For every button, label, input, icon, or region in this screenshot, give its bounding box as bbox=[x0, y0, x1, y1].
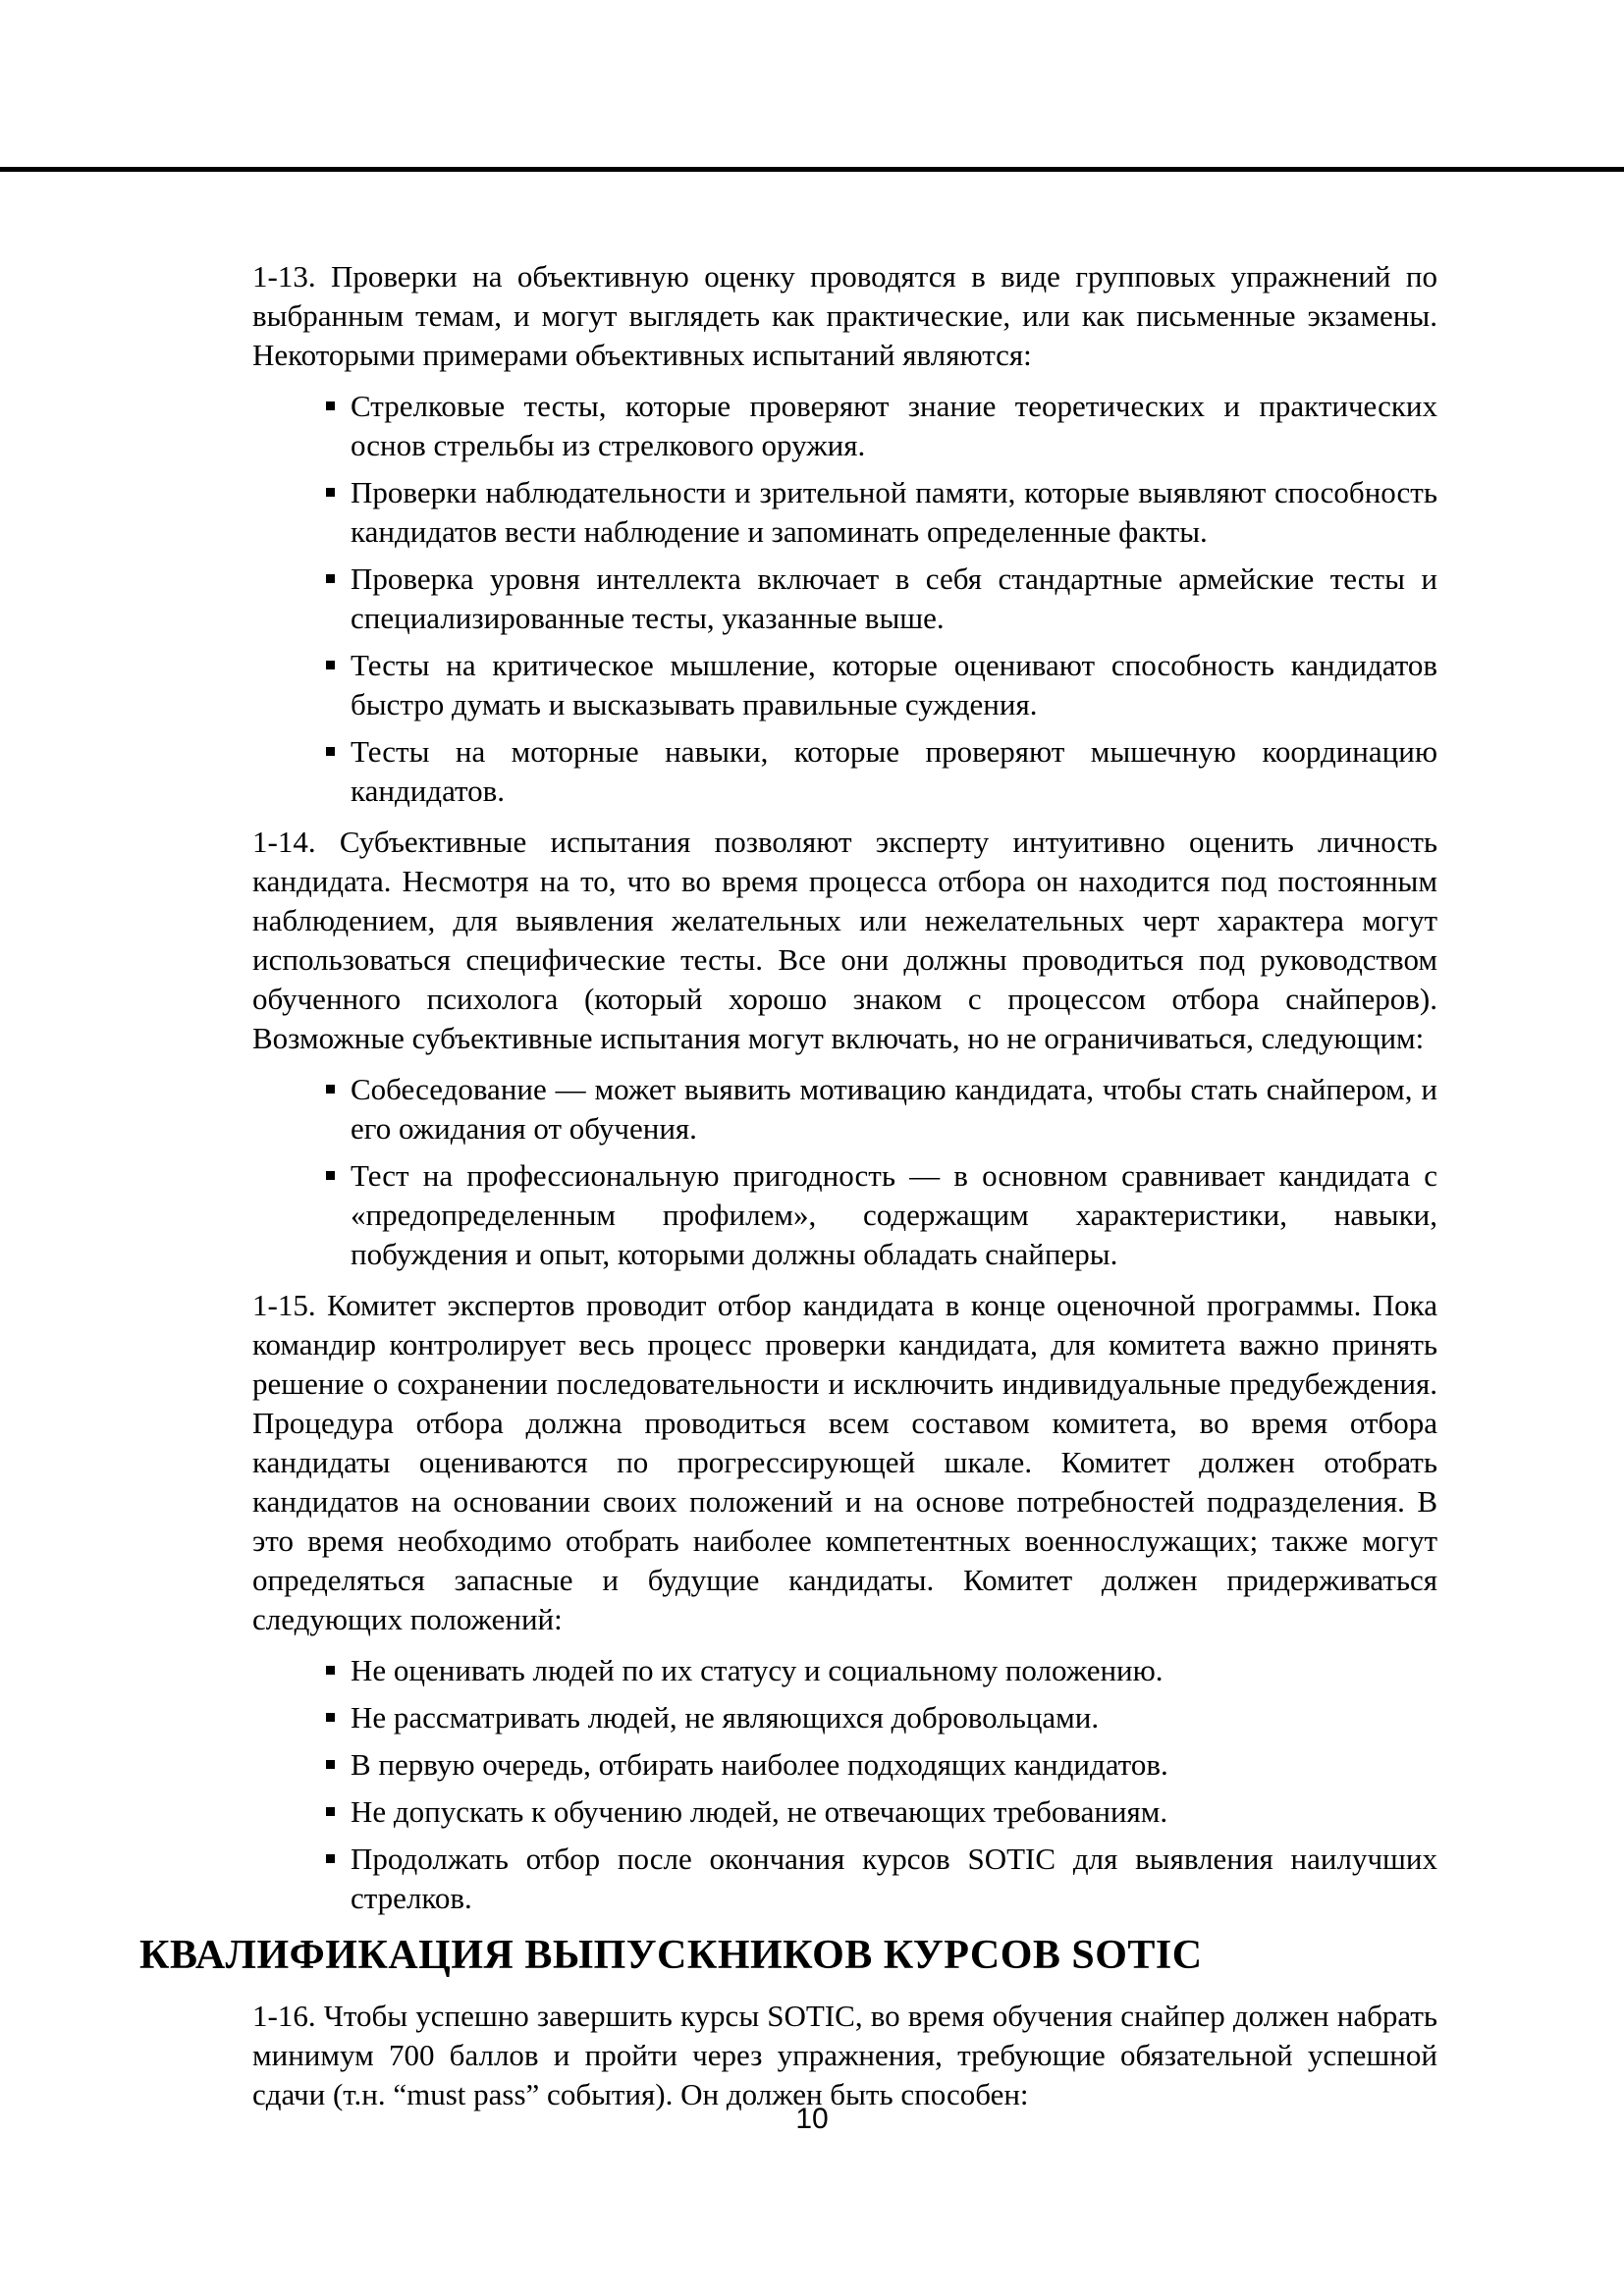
list-item bbox=[351, 473, 1437, 552]
list-item bbox=[351, 646, 1437, 724]
list-item-text: Тесты на моторные навыки, которые проверяют мышечную координацию кандидатов. bbox=[351, 734, 1437, 808]
list-item bbox=[351, 1651, 1437, 1690]
bullet-square-icon bbox=[326, 1666, 335, 1675]
scan-artifact-line bbox=[0, 167, 1624, 172]
list-item bbox=[351, 1840, 1437, 1918]
list-item bbox=[351, 387, 1437, 465]
list-item-text: Стрелковые тесты, которые проверяют знание теоретических и практических основ стрельбы из стрелкового оружия. bbox=[351, 389, 1437, 462]
list-item-text: Продолжать отбор после окончания курсов SOTIC для выявления наилучших стрелков. bbox=[351, 1842, 1437, 1915]
list-item-text: Собеседование — может выявить мотивацию кандидата, чтобы стать снайпером, и его ожидания от обучения. bbox=[351, 1072, 1437, 1146]
bullet-square-icon bbox=[326, 1854, 335, 1863]
list-item bbox=[351, 560, 1437, 638]
list-item-text: Тест на профессиональную пригодность — в основном сравнивает кандидата с «предопределенным профилем», содержащим характеристики, навыки, побуждения и опыт, которыми должны обладать снайперы. bbox=[351, 1158, 1437, 1271]
paragraph-1-13: 1-13. Проверки на объективную оценку проводятся в виде групповых упражнений по выбранным темам, и могут выглядеть как практические, или как письменные экзамены. Некоторыми примерами объективных испытаний являются: bbox=[252, 259, 1437, 372]
objective-tests-list bbox=[139, 387, 1437, 811]
list-item bbox=[351, 1070, 1437, 1148]
bullet-square-icon bbox=[326, 1760, 335, 1769]
paragraph-1-14: 1-14. Субъективные испытания позволяют эксперту интуитивно оценить личность кандидата. Несмотря на то, что во время процесса отбора он находится под постоянным наблюдением, для выявления желательных или нежелательных черт характера могут использоваться специфические тесты. Все они должны проводиться под руководством обученного психолога (который хорошо знаком с процессом отбора снайперов). Возможные субъективные испытания могут включать, но не ограничиваться, следующим: bbox=[252, 825, 1437, 1055]
bullet-square-icon bbox=[326, 574, 335, 583]
page-number: 10 bbox=[795, 2103, 829, 2135]
bullet-square-icon bbox=[326, 401, 335, 410]
list-item-text: Тесты на критическое мышление, которые оценивают способность кандидатов быстро думать и высказывать правильные суждения. bbox=[351, 648, 1437, 721]
subjective-tests-list bbox=[139, 1070, 1437, 1274]
list-item bbox=[351, 1745, 1437, 1785]
committee-rules-list bbox=[139, 1651, 1437, 1918]
bullet-square-icon bbox=[326, 1713, 335, 1722]
list-item-text: Проверка уровня интеллекта включает в себя стандартные армейские тесты и специализированные тесты, указанные выше. bbox=[351, 561, 1437, 635]
list-item bbox=[351, 1792, 1437, 1832]
bullet-square-icon bbox=[326, 488, 335, 497]
list-item-text: Не рассматривать людей, не являющихся добровольцами. bbox=[351, 1700, 1100, 1735]
list-item-text: В первую очередь, отбирать наиболее подходящих кандидатов. bbox=[351, 1747, 1168, 1782]
bullet-square-icon bbox=[326, 747, 335, 756]
section-heading: КВАЛИФИКАЦИЯ ВЫПУСКНИКОВ КУРСОВ SOTIC bbox=[139, 1933, 1203, 1978]
list-item-text: Проверки наблюдательности и зрительной памяти, которые выявляют способность кандидатов вести наблюдение и запоминать определенные факты. bbox=[351, 475, 1437, 549]
bullet-square-icon bbox=[326, 1807, 335, 1816]
list-item bbox=[351, 732, 1437, 811]
list-item-text: Не допускать к обучению людей, не отвечающих требованиям. bbox=[351, 1794, 1168, 1829]
list-item-text: Не оценивать людей по их статусу и социальному положению. bbox=[351, 1653, 1164, 1687]
bullet-square-icon bbox=[326, 661, 335, 669]
paragraph-1-16: 1-16. Чтобы успешно завершить курсы SOTIC, во время обучения снайпер должен набрать минимум 700 баллов и пройти через упражнения, требующие обязательной успешной сдачи (т.н. “must pass” события). Он должен быть способен: bbox=[252, 1999, 1437, 2111]
bullet-square-icon bbox=[326, 1085, 335, 1094]
bullet-square-icon bbox=[326, 1171, 335, 1180]
list-item bbox=[351, 1156, 1437, 1274]
paragraph-1-15: 1-15. Комитет экспертов проводит отбор кандидата в конце оценочной программы. Пока командир контролирует весь процесс проверки кандидата, для комитета важно принять решение о сохранении последовательности и исключить индивидуальные предубеждения. Процедура отбора должна проводиться всем составом комитета, во время отбора кандидаты оцениваются по прогрессирующей шкале. Комитет должен отобрать кандидатов на основании своих положений и на основе потребностей подразделения. В это время необходимо отобрать наиболее компетентных военнослужащих; также могут определяться запасные и будущие кандидаты. Комитет должен придерживаться следующих положений: bbox=[252, 1288, 1437, 1636]
page-content bbox=[139, 257, 1437, 2126]
list-item bbox=[351, 1698, 1437, 1737]
